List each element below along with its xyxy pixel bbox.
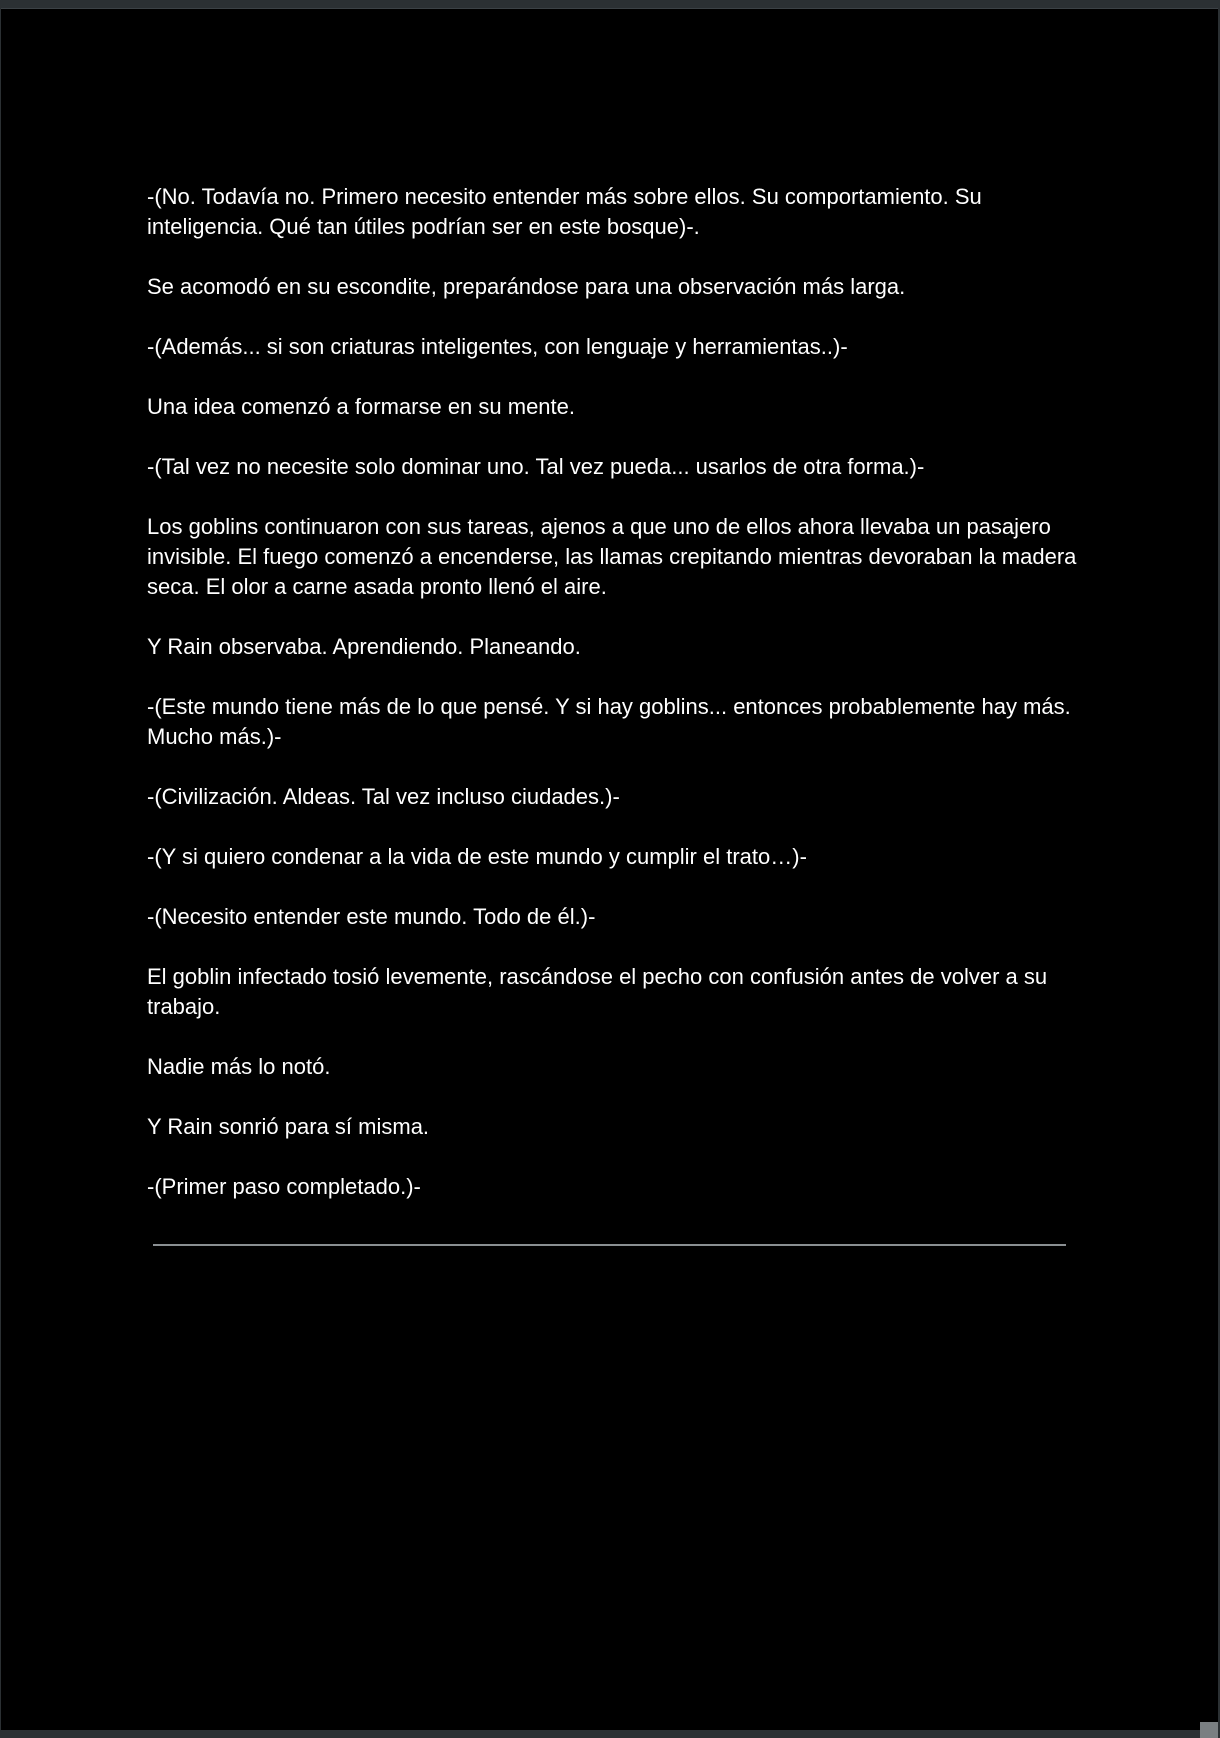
paragraph: Y Rain sonrió para sí misma. <box>147 1114 430 1139</box>
paragraph: -(Tal vez no necesite solo dominar uno. Tal vez pueda... usarlos de otra forma.)- <box>147 454 925 479</box>
paragraph: -(Necesito entender este mundo. Todo de él.)- <box>147 904 596 929</box>
paragraph: Una idea comenzó a formarse en su mente. <box>147 394 576 419</box>
paragraph: -(Este mundo tiene más de lo que pensé. Y si hay goblins... entonces probablemente hay más. Mucho más.)- <box>147 694 1071 749</box>
paragraph: -(Primer paso completado.)- <box>147 1174 421 1199</box>
paragraph: Se acomodó en su escondite, preparándose para una observación más larga. <box>147 274 906 299</box>
resize-handle[interactable] <box>1200 1722 1218 1738</box>
paragraph: -(Y si quiero condenar a la vida de este mundo y cumplir el trato…)- <box>147 844 807 869</box>
document-body <box>147 182 1077 1232</box>
paragraph: Los goblins continuaron con sus tareas, ajenos a que uno de ellos ahora llevaba un pasajero invisible. El fuego comenzó a encenderse, las llamas crepitando mientras devoraban la madera seca. El olor a carne asada pronto llenó el aire. <box>147 514 1077 599</box>
paragraph: Y Rain observaba. Aprendiendo. Planeando. <box>147 634 581 659</box>
paragraph: -(Civilización. Aldeas. Tal vez incluso ciudades.)- <box>147 784 620 809</box>
paragraph: -(No. Todavía no. Primero necesito entender más sobre ellos. Su comportamiento. Su inteligencia. Qué tan útiles podrían ser en este bosque)-. <box>147 184 982 239</box>
paragraph: Nadie más lo notó. <box>147 1054 331 1079</box>
paragraph: -(Además... si son criaturas inteligentes, con lenguaje y herramientas..)- <box>147 334 848 359</box>
paragraph: El goblin infectado tosió levemente, rascándose el pecho con confusión antes de volver a su trabajo. <box>147 964 1048 1019</box>
section-divider <box>153 1244 1066 1246</box>
